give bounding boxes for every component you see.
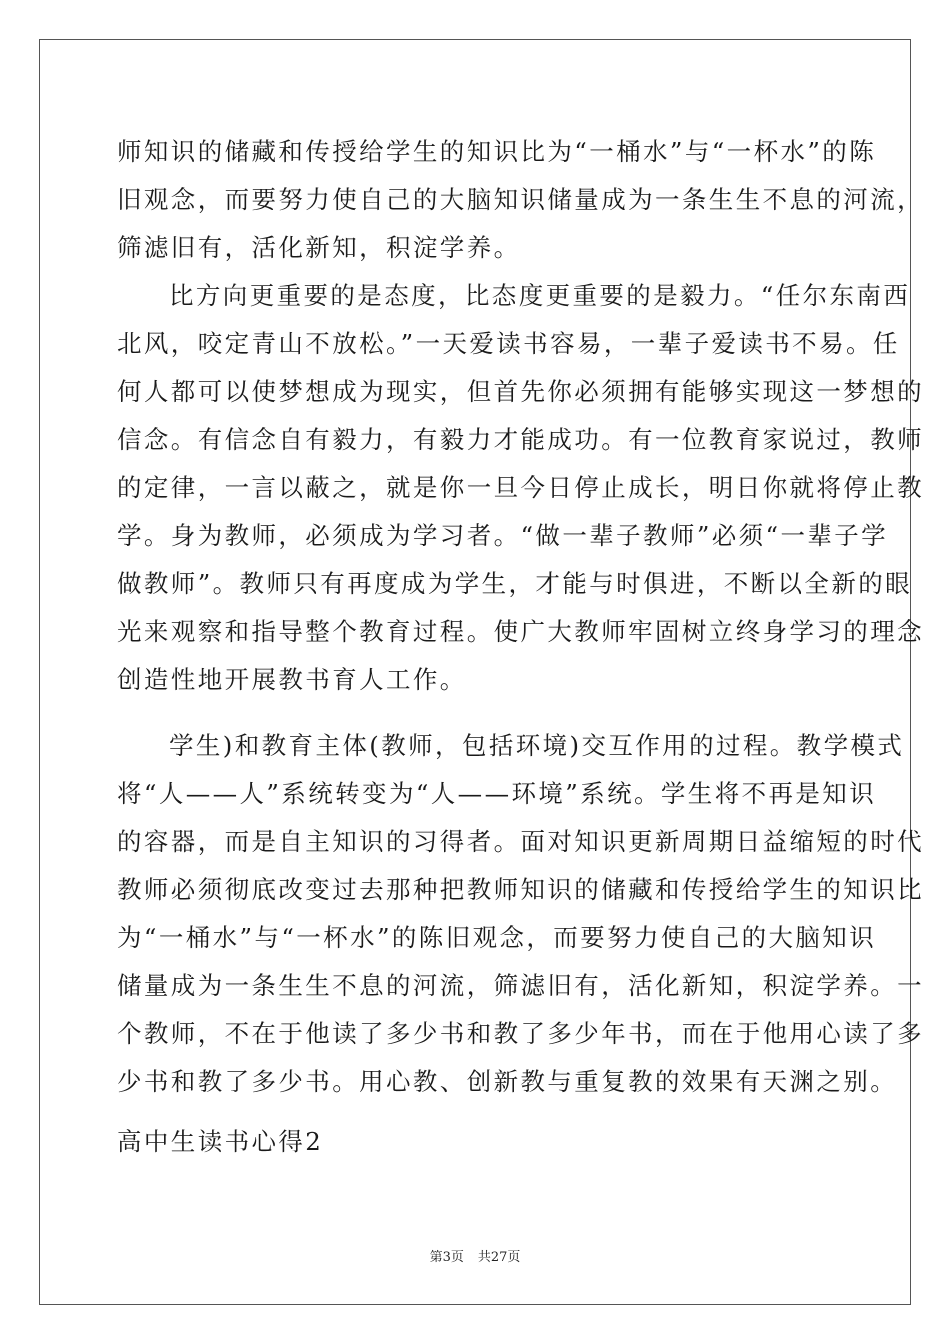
text-line: 比方向更重要的是态度，比态度更重要的是毅力。“任尔东南西 xyxy=(169,281,911,310)
text-line: 北风，咬定青山不放松。”一天爱读书容易，一辈子爱读书不易。任 xyxy=(117,329,900,358)
text-line: 旧观念，而要努力使自己的大脑知识储量成为一条生生不息的河流， xyxy=(117,185,924,214)
text-line: 何人都可以使梦想成为现实，但首先你必须拥有能够实现这一梦想的 xyxy=(117,377,924,406)
text-line: 教师必须彻底改变过去那种把教师知识的储藏和传授给学生的知识比 xyxy=(117,875,924,904)
page-number-current: 第3页 xyxy=(429,1250,464,1265)
page-footer xyxy=(0,1246,950,1265)
text-line: 筛滤旧有，活化新知，积淀学养。 xyxy=(117,233,521,262)
text-line: 的容器，而是自主知识的习得者。面对知识更新周期日益缩短的时代 xyxy=(117,827,924,856)
text-line: 为“一桶水”与“一杯水”的陈旧观念，而要努力使自己的大脑知识 xyxy=(117,923,877,952)
paragraph-continuation xyxy=(117,128,924,272)
text-line: 创造性地开展教书育人工作。 xyxy=(117,665,467,694)
heading-text: 高中生读书心得2 xyxy=(117,1127,324,1156)
text-line: 储量成为一条生生不息的河流，筛滤旧有，活化新知，积淀学养。一 xyxy=(117,971,924,1000)
text-line: 少书和教了多少书。用心教、创新教与重复教的效果有天渊之别。 xyxy=(117,1067,898,1096)
paragraph-attitude xyxy=(117,272,924,704)
text-line: 学生)和教育主体(教师，包括环境)交互作用的过程。教学模式 xyxy=(169,731,905,760)
section-heading xyxy=(117,1118,833,1166)
text-line: 信念。有信念自有毅力，有毅力才能成功。有一位教育家说过，教师 xyxy=(117,425,924,454)
text-line: 师知识的储藏和传授给学生的知识比为“一桶水”与“一杯水”的陈 xyxy=(117,137,877,166)
text-line: 的定律，一言以蔽之，就是你一旦今日停止成长，明日你就将停止教 xyxy=(117,473,924,502)
paragraph-teaching-mode xyxy=(117,722,924,1106)
text-line: 光来观察和指导整个教育过程。使广大教师牢固树立终身学习的理念 xyxy=(117,617,924,646)
text-line: 将“人——人”系统转变为“人——环境”系统。学生将不再是知识 xyxy=(117,779,877,808)
page-number-total: 共27页 xyxy=(477,1250,521,1265)
text-line: 个教师，不在于他读了多少书和教了多少年书，而在于他用心读了多 xyxy=(117,1019,924,1048)
text-line: 做教师”。教师只有再度成为学生，才能与时俱进，不断以全新的眼 xyxy=(117,569,913,598)
text-line: 学。身为教师，必须成为学习者。“做一辈子教师”必须“一辈子学 xyxy=(117,521,889,550)
